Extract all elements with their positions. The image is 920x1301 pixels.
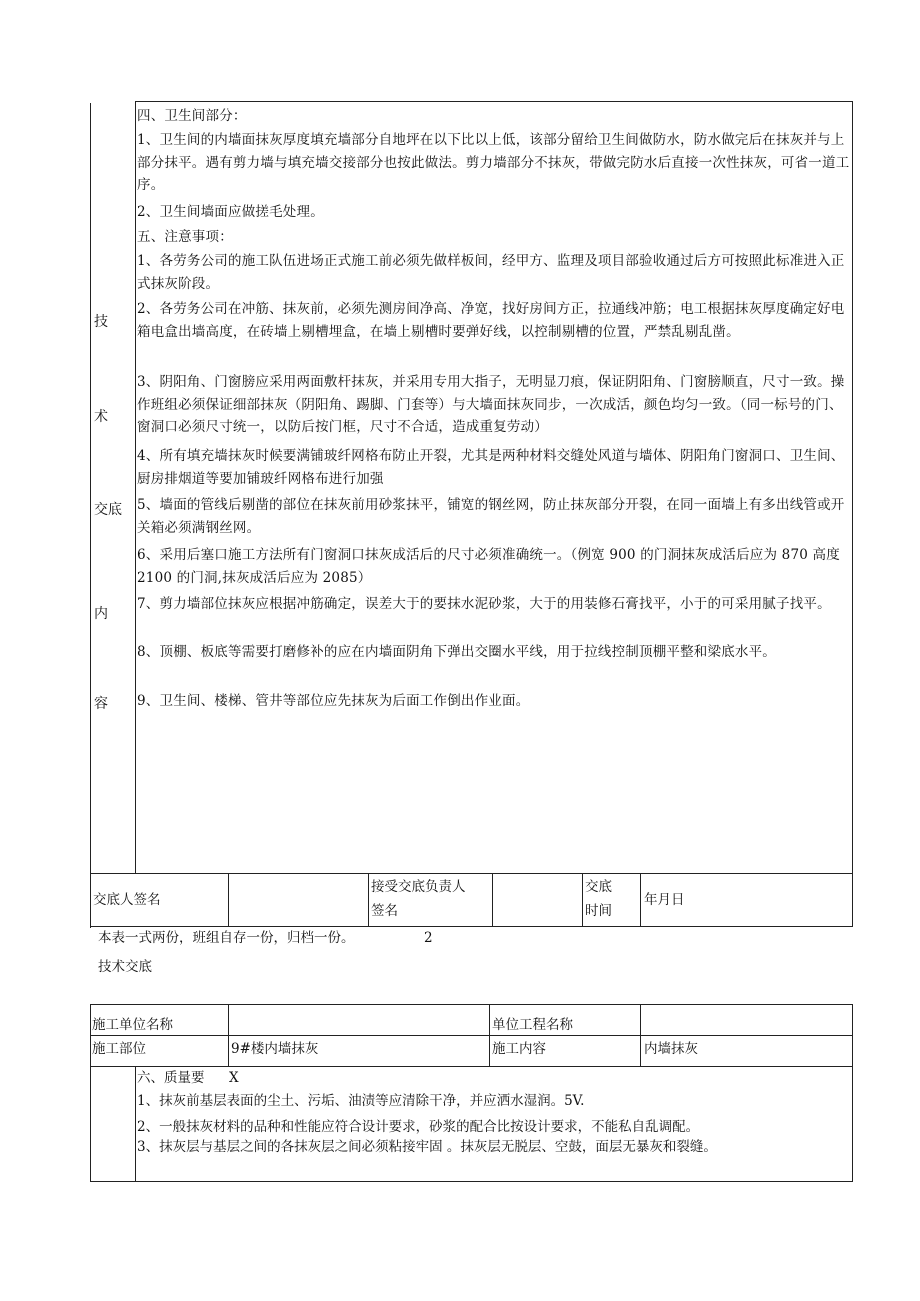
quality-item-1: 1、抹灰前基层表面的尘土、污垢、油渍等应清除干净，并应洒水湿润。5V. xyxy=(137,1093,585,1109)
side-label-ji: 技 xyxy=(94,314,108,330)
project-name-label: 单位工程名称 xyxy=(492,1017,573,1033)
page-number: 2 xyxy=(424,930,433,946)
table2-col-divider-1 xyxy=(228,1004,229,1067)
content-value: 内墙抹灰 xyxy=(644,1041,698,1057)
notes-item-6: 6、采用后塞口施工方法所有门窗洞口抹灰成活后的尺寸必须准确统一。（例宽 900 的门洞抹灰成活后应为 870 高度 2100 的门洞,抹灰成活后应为 2085） xyxy=(137,547,840,586)
location-value: 9#楼内墙抹灰 xyxy=(231,1041,319,1057)
table1-left-border xyxy=(90,103,91,928)
table1-inner-border xyxy=(135,101,136,873)
heading-quality: 六、质量要 xyxy=(137,1070,205,1086)
table2-left-border xyxy=(90,1004,91,1182)
quality-item-2: 2、一般抹灰材料的品种和性能应符合设计要求，砂浆的配合比按设计要求，不能私自乱调配。 xyxy=(137,1119,700,1135)
table2-right-border xyxy=(852,1004,853,1182)
notes-item-9: 9、卫生间、楼梯、管井等部位应先抹灰为后面工作倒出作业面。 xyxy=(137,693,530,709)
bathroom-item-2: 2、卫生间墙面应做搓毛处理。 xyxy=(137,204,324,220)
side-label-rong: 容 xyxy=(94,696,108,712)
table2-top-border xyxy=(90,1004,853,1005)
notes-item-2: 2、各劳务公司在冲筋、抹灰前，必须先测房间净高、净宽，找好房间方正，拉通线冲筋；电工根据抹灰厚度确定好电箱电盒出墙高度，在砖墙上剔槽埋盒，在墙上剔槽时要弹好线，以控制剔槽的位置，严禁乱剔乱凿。 xyxy=(137,301,845,340)
notes-item-5: 5、墙面的管线后剔凿的部位在抹灰前用砂浆抹平，铺宽的钢丝网，防止抹灰部分开裂，在同一面墙上有多出线管或开关箱必须满钢丝网。 xyxy=(137,497,845,536)
table1-right-border xyxy=(852,101,853,927)
table2-row-divider-1 xyxy=(90,1035,853,1036)
table2-bottom-border xyxy=(90,1181,853,1182)
notes-item-4: 4、所有填充墙抹灰时候要满铺玻纤网格布防止开裂，尤其是两种材料交缝处风道与墙体、阴阳角门窗洞口、卫生间、厨房排烟道等要加铺玻纤网格布进行加强 xyxy=(137,448,845,487)
notes-item-7: 7、剪力墙部位抹灰应根据冲筋确定，误差大于的要抹水泥砂浆，大于的用装修石膏找平，小于的可采用腻子找平。 xyxy=(137,596,831,612)
quality-item-3: 3、抹灰层与基层之间的各抹灰层之间必须粘接牢固 。抹灰层无脱层、空鼓，面层无暴灰和裂缝。 xyxy=(137,1139,717,1155)
table2-col-divider-3 xyxy=(640,1004,641,1067)
section-title: 技术交底 xyxy=(98,959,152,975)
heading-quality-mark: X xyxy=(229,1070,239,1086)
date-text: 年月日 xyxy=(644,892,685,908)
time-label-line2: 时间 xyxy=(585,903,612,919)
table1-top-border xyxy=(135,101,853,102)
receiver-label-line1: 接受交底负责人 xyxy=(371,879,466,895)
sign-row-divider-5 xyxy=(640,873,641,927)
sign-row-divider-3 xyxy=(492,873,493,927)
sign-row-divider-4 xyxy=(582,873,583,927)
heading-bathroom: 四、卫生间部分： xyxy=(137,108,247,124)
side-label-shu: 术 xyxy=(94,409,108,425)
location-label: 施工部位 xyxy=(92,1041,146,1057)
receiver-label-line2: 签名 xyxy=(371,903,398,919)
notes-item-1: 1、各劳务公司的施工队伍进场正式施工前必须先做样板间，经甲方、监理及项目部验收通过后方可按照此标准进入正式抹灰阶段。 xyxy=(137,253,845,292)
discloser-signature-label: 交底人签名 xyxy=(93,892,161,908)
side-label-jiaodi: 交底 xyxy=(94,502,122,518)
sign-row-divider-2 xyxy=(368,873,369,927)
footnote: 本表一式两份，班组自存一份，归档一份。 xyxy=(98,930,355,946)
table2-col-divider-2 xyxy=(489,1004,490,1067)
table1-sign-row-top xyxy=(90,873,853,874)
side-label-nei: 内 xyxy=(94,606,108,622)
sign-row-divider-1 xyxy=(228,873,229,927)
content-label: 施工内容 xyxy=(492,1041,546,1057)
unit-name-label: 施工单位名称 xyxy=(92,1017,173,1033)
table2-inner-border xyxy=(135,1066,136,1182)
heading-notes: 五、注意事项： xyxy=(137,229,233,245)
time-label-line1: 交底 xyxy=(585,879,612,895)
notes-item-8: 8、顶棚、板底等需要打磨修补的应在内墙面阴角下弹出交圈水平线，用于拉线控制顶棚平整和梁底水平。 xyxy=(137,644,776,660)
notes-item-3: 3、阴阳角、门窗膀应采用两面敷杆抹灰，并采用专用大指子，无明显刀痕，保证阴阳角、门窗膀顺直，尺寸一致。操作班组必须保证细部抹灰（阴阳角、踢脚、门套等）与大墙面抹灰同步，一次成活，颜色均匀一致。（同一标号的门、窗洞口必须尺寸统一，以防后按门框，尺寸不合适，造成重复劳动） xyxy=(137,374,845,435)
bathroom-item-1: 1、卫生间的内墙面抹灰厚度填充墙部分自地坪在以下比以上低，该部分留给卫生间做防水，防水做完后在抹灰并与上部分抹平。遇有剪力墙与填充墙交接部分也按此做法。剪力墙部分不抹灰，带做完防水后直接一次性抹灰，可省一道工序。 xyxy=(137,132,850,193)
